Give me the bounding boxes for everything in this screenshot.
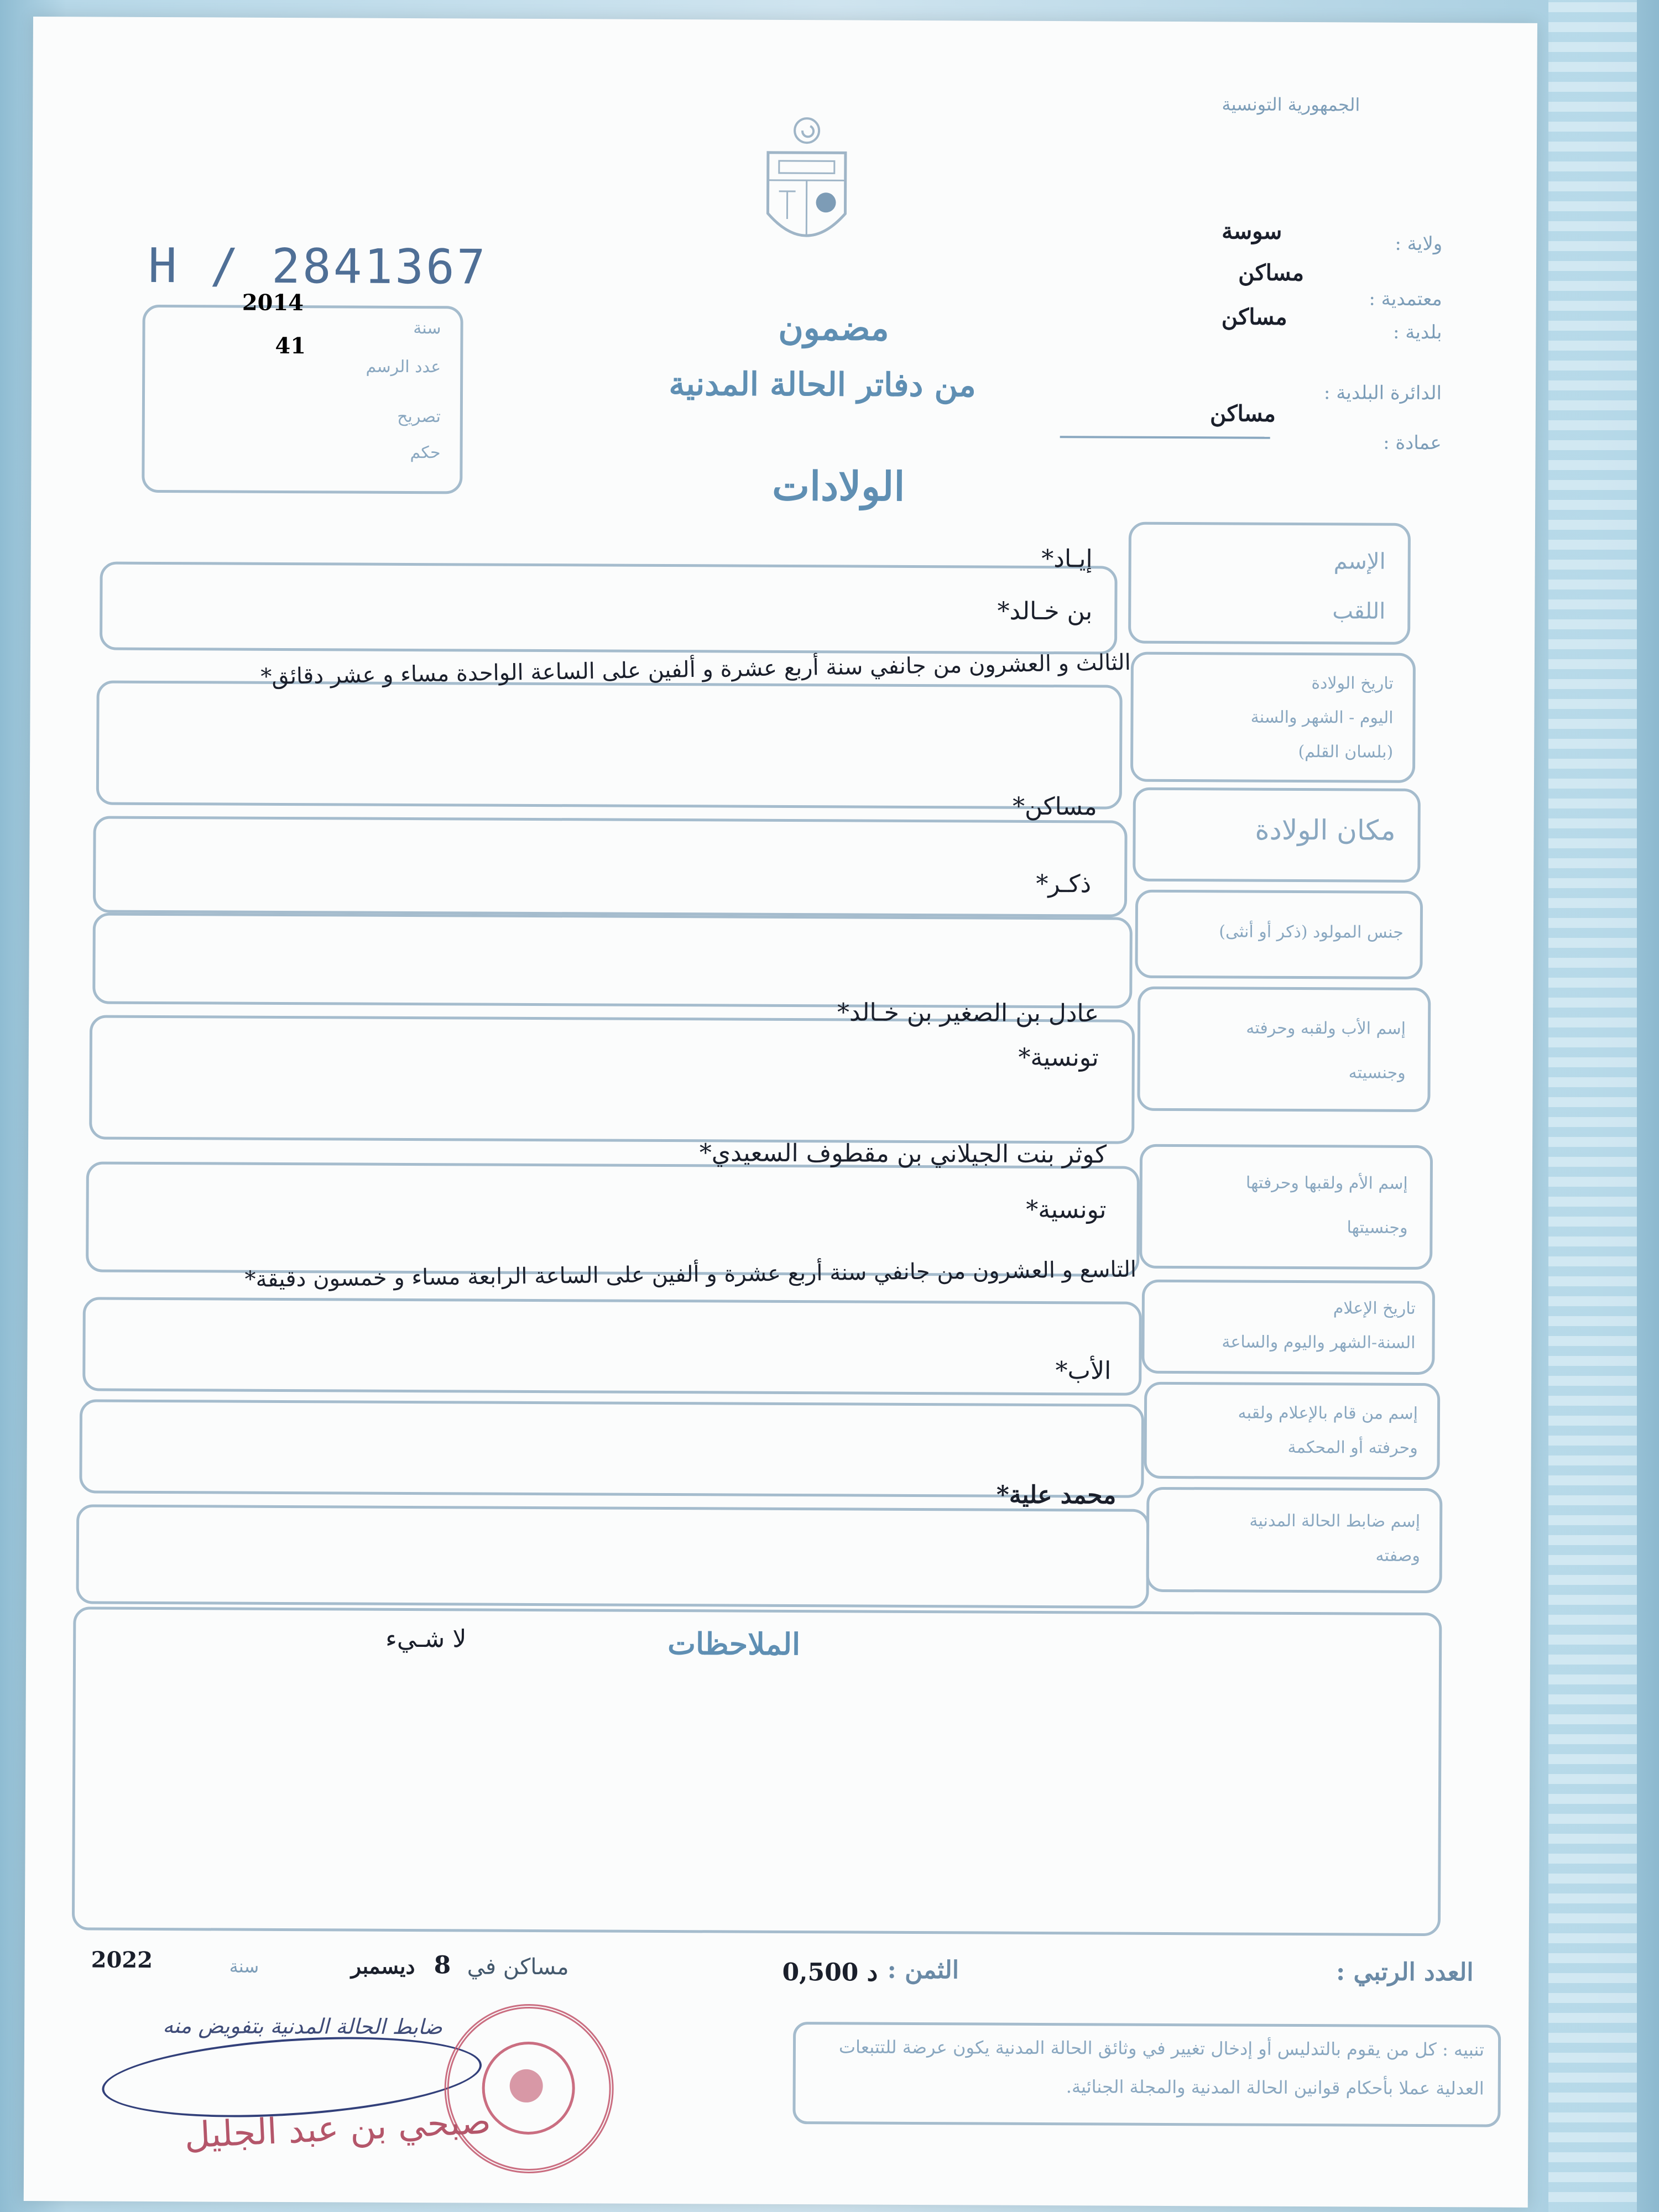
date-day: 8 xyxy=(434,1951,451,1980)
governorate-label: ولاية : xyxy=(1395,232,1443,255)
title-line3: الولادات xyxy=(772,462,905,510)
value-box-declaration-date xyxy=(82,1297,1142,1395)
registry-number-value: 41 xyxy=(275,332,306,359)
registry-number-label: عدد الرسم xyxy=(366,357,441,377)
official-stamp xyxy=(444,2004,614,2173)
omda-label: عمادة : xyxy=(1383,431,1442,455)
notes-label: الملاحظات xyxy=(667,1626,801,1662)
label-declaration-date: تاريخ الإعلام السنة-الشهر واليوم والساعة xyxy=(1222,1298,1416,1353)
birth-place-text: مساكن* xyxy=(1013,792,1097,821)
paper-stack-edge xyxy=(1548,0,1637,2212)
value-box-officer xyxy=(76,1504,1149,1608)
label-birth-date: تاريخ الولادة اليوم - الشهر والسنة (بلسان القلم) xyxy=(1250,674,1394,762)
registry-judgment-label: حكم xyxy=(410,442,441,463)
officer-text: محمد علية* xyxy=(996,1480,1117,1510)
label-declarant: إسم من قام بالإعلام ولقبه وحرفته أو المحكمة xyxy=(1238,1403,1418,1458)
sex-text: ذكـر* xyxy=(1036,869,1092,899)
price-label: الثمن : xyxy=(887,1955,959,1985)
label-birth-place: مكان الولادة xyxy=(1255,813,1396,847)
birth-certificate xyxy=(24,17,1537,2208)
delegation-value: مساكن xyxy=(1238,259,1305,286)
serial-number: H / 2841367 xyxy=(148,238,488,295)
label-officer: إسم ضابط الحالة المدنية وصفته xyxy=(1249,1511,1421,1566)
date-year-label: سنة xyxy=(229,1955,259,1977)
serial-order-label: العدد الرتبي : xyxy=(1335,1958,1474,1987)
district-value: مساكن xyxy=(1209,400,1276,427)
registry-declaration-label: تصريح xyxy=(397,406,441,427)
date-month: ديسمبر xyxy=(351,1953,415,1979)
child-first-name: إيـاد* بن خـالد* xyxy=(997,544,1093,626)
warning-text: تنبيه : كل من يقوم بالتدليس أو إدخال تغيير في وثائق الحالة المدنية يكون عرضة للتتبعات العدلية عملا بأحكام قوانين الحالة المدنية والمجلة الجنائية. xyxy=(838,2036,1485,2099)
district-underline xyxy=(1060,436,1270,439)
value-box-birth-date xyxy=(96,681,1123,810)
municipality-value: مساكن xyxy=(1221,304,1287,330)
declaration-date-text: التاسع و العشرون من جانفي سنة أربع عشرة و ألفين على الساعة الرابعة مساء و خمسون دقيقة* xyxy=(244,1256,1137,1292)
label-mother: إسم الأم ولقبها وحرفتها وجنسيتها xyxy=(1245,1173,1408,1238)
district-label: الدائرة البلدية : xyxy=(1323,382,1442,405)
signature-name: صبحي بن عبد الجليل xyxy=(183,2101,492,2157)
father-text: عادل بن الصغير بن خـالد* تونسية* xyxy=(837,998,1099,1072)
notes-value: لا شـيء xyxy=(385,1624,467,1653)
label-sex: جنس المولود (ذكر أو أنثى) xyxy=(1219,922,1404,942)
declarant-text: الأب* xyxy=(1055,1357,1112,1385)
signature-title: ضابط الحالة المدنية بتفويض منه xyxy=(163,2013,442,2039)
value-box-declarant xyxy=(79,1399,1144,1498)
date-year-value: 2022 xyxy=(91,1947,153,1973)
price-value: 0,500 د xyxy=(782,1958,878,1987)
place-label: مساكن في xyxy=(467,1954,569,1980)
municipality-label: بلدية : xyxy=(1392,321,1442,344)
value-box-birth-place xyxy=(93,816,1128,917)
birth-date-text: الثالث و العشرون من جانفي سنة أربع عشرة و ألفين على الساعة الواحدة مساء و عشر دقائق* xyxy=(260,649,1131,690)
governorate-value: سوسة xyxy=(1222,218,1282,244)
registry-year-label: سنة xyxy=(413,319,441,338)
title-line1: مضمون xyxy=(778,307,889,348)
label-name: الإسم اللقب xyxy=(1332,549,1386,624)
tunisia-emblem-icon xyxy=(751,108,862,264)
delegation-label: معتمدية : xyxy=(1369,288,1442,311)
title-line2: من دفاتر الحالة المدنية xyxy=(669,365,976,404)
label-father: إسم الأب ولقبه وحرفته وجنسيته xyxy=(1246,1018,1406,1083)
republic-heading: الجمهورية التونسية xyxy=(1222,93,1360,116)
registry-year-value: 2014 xyxy=(242,289,304,316)
mother-text: كوثر بنت الجيلاني بن مقطوف السعيدي* تونسية* xyxy=(699,1139,1107,1224)
